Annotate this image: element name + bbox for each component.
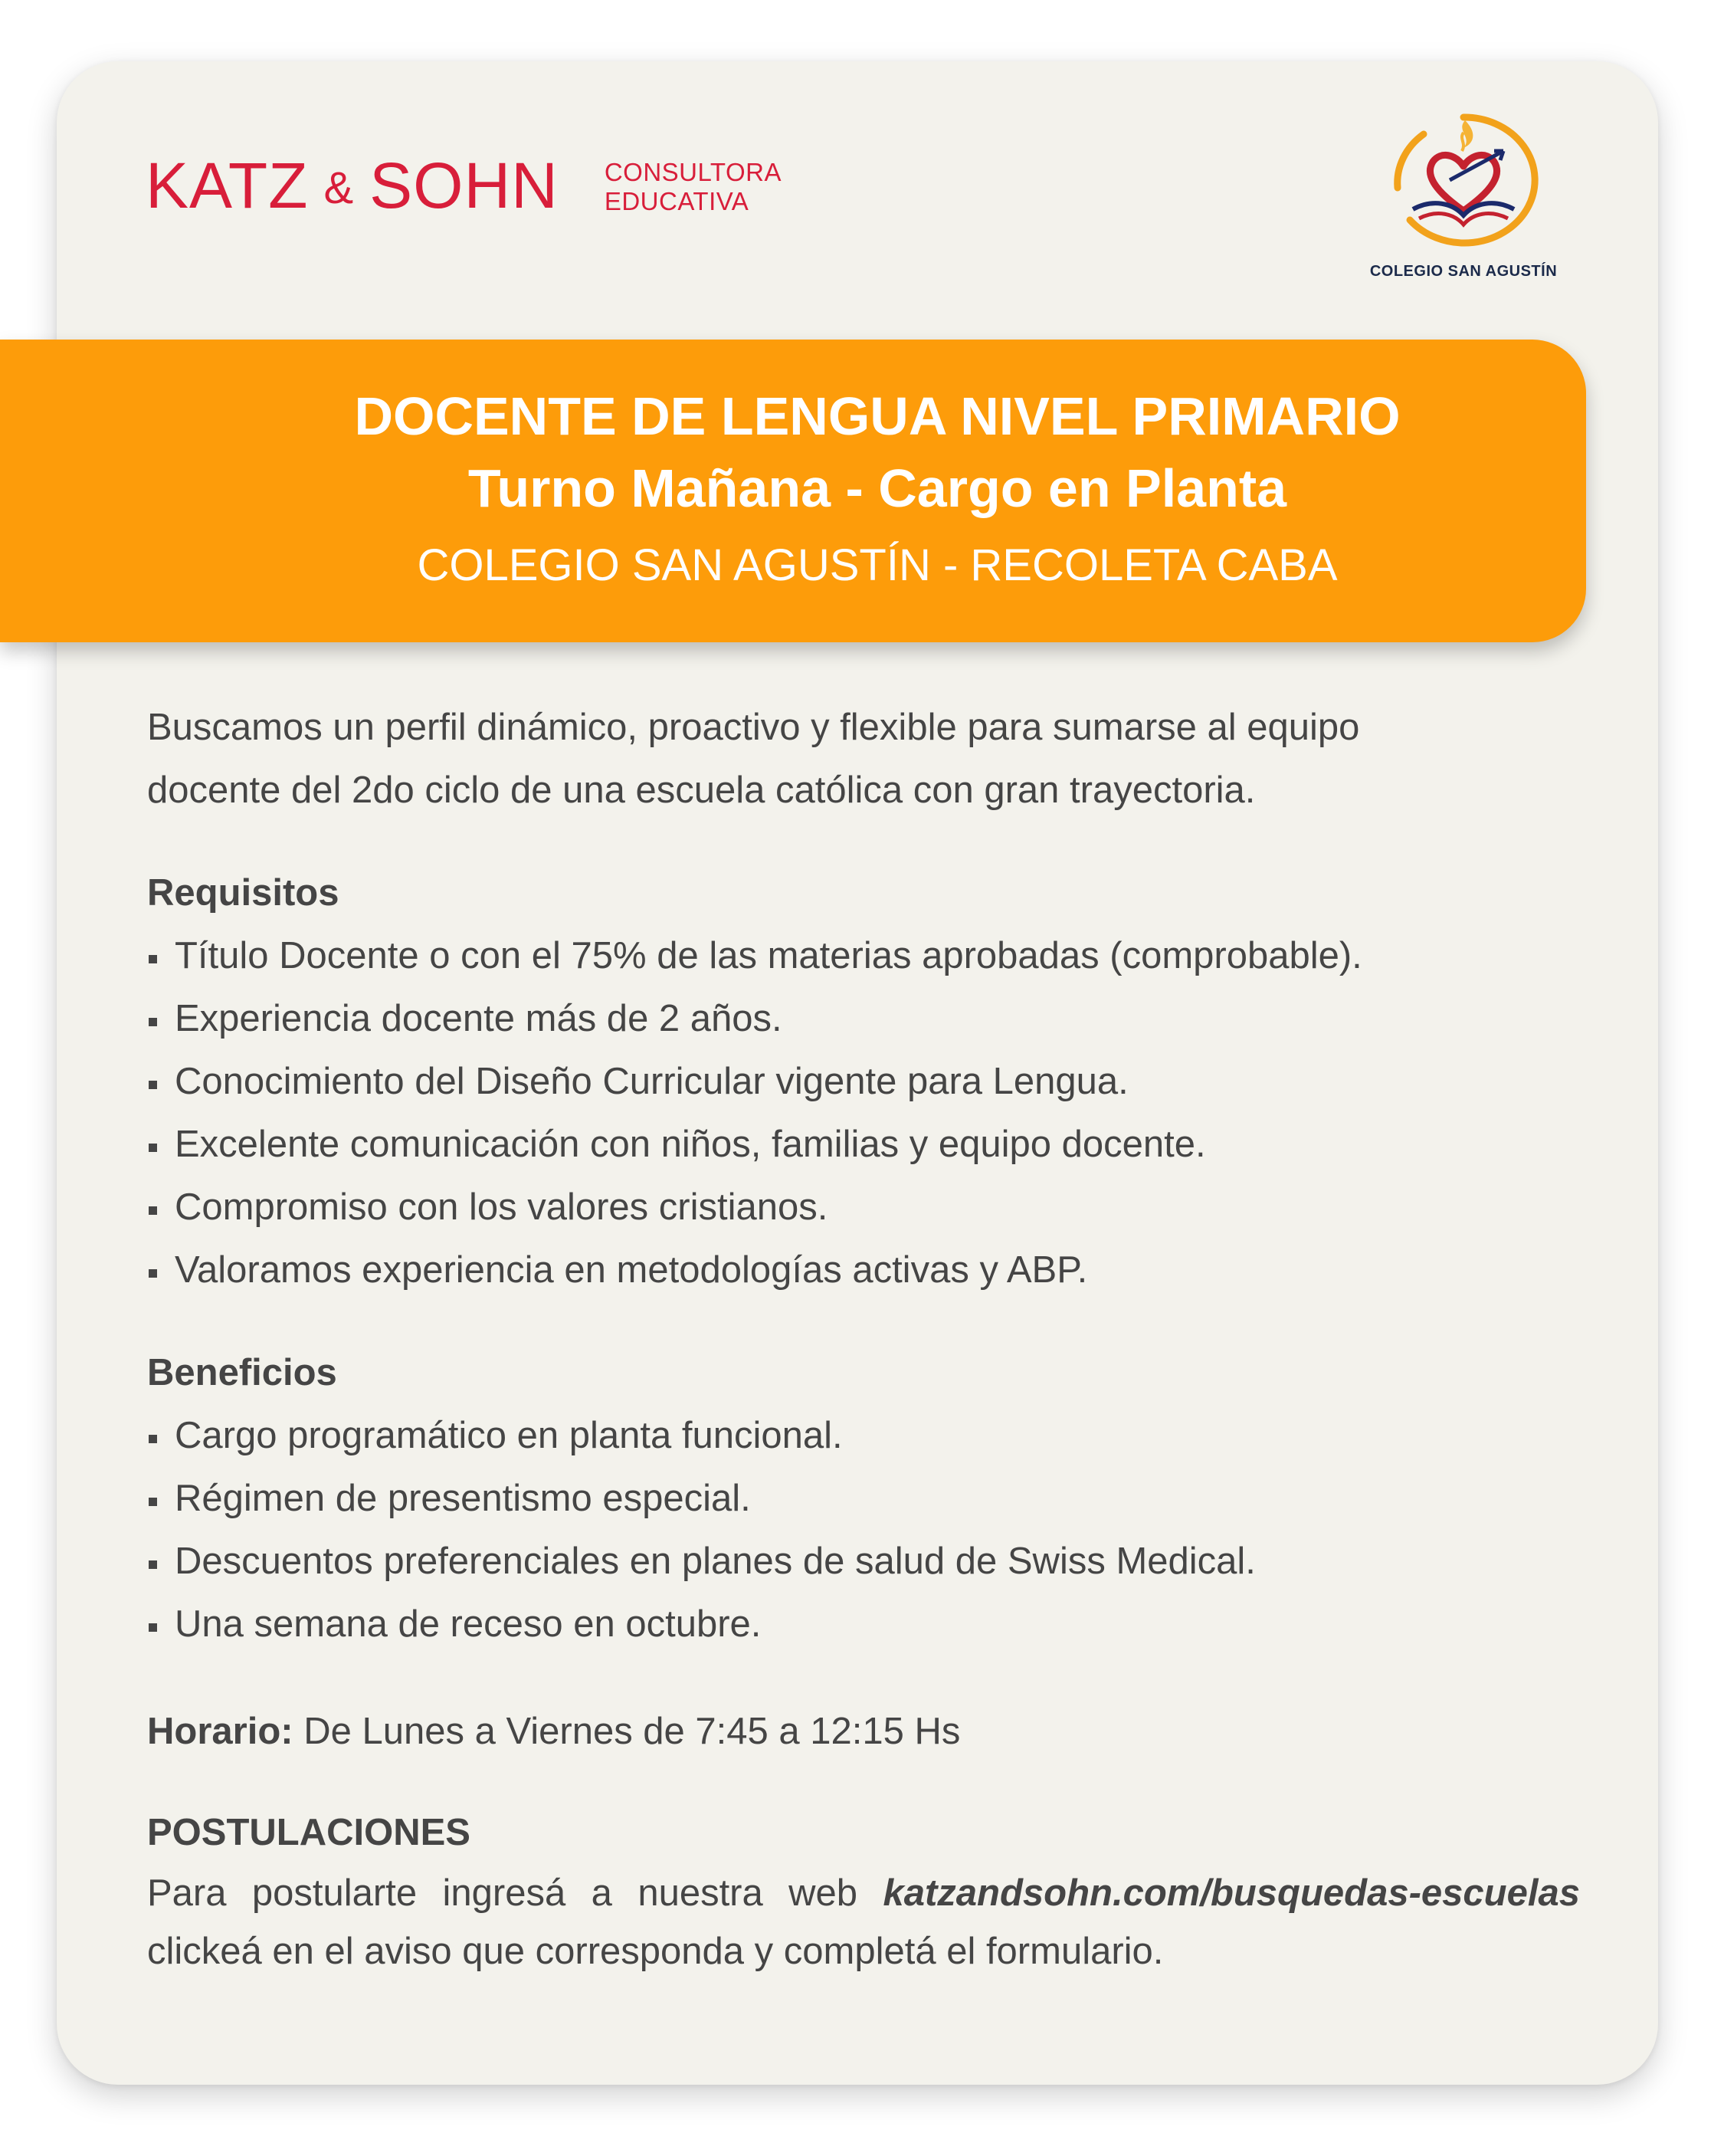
- job-title-banner: [0, 340, 1586, 642]
- intro-line-1: Buscamos un perfil dinámico, proactivo y flexible para sumarse al equipo: [147, 707, 1360, 748]
- applications-text-after: clickeá en el aviso que corresponda y completá el formulario.: [147, 1931, 1164, 1972]
- list-item: Conocimiento del Diseño Curricular vigente para Lengua.: [147, 1050, 1580, 1113]
- brand-tagline: [605, 158, 782, 216]
- brand-name: [146, 149, 559, 222]
- list-item: Experiencia docente más de 2 años.: [147, 987, 1580, 1050]
- benefits-list: [147, 1404, 1580, 1656]
- list-item: Excelente comunicación con niños, familias y equipo docente.: [147, 1113, 1580, 1176]
- applications-title: POSTULACIONES: [147, 1812, 470, 1853]
- intro-paragraph: [147, 696, 1580, 822]
- brand-tagline-line2: EDUCATIVA: [604, 186, 749, 215]
- brand-tagline-line1: CONSULTORA: [604, 158, 782, 186]
- applications-text: [147, 1864, 1580, 1980]
- benefits-section: [147, 1341, 1580, 1656]
- schedule-label: Horario:: [147, 1711, 293, 1752]
- brand-name-ampersand: &: [323, 163, 355, 213]
- list-item: Compromiso con los valores cristianos.: [147, 1176, 1580, 1239]
- job-description: [147, 696, 1580, 1980]
- requirements-section: [147, 861, 1580, 1301]
- applications-section: [147, 1801, 1580, 1980]
- requirements-list: [147, 924, 1580, 1301]
- banner-text: [169, 384, 1586, 592]
- schedule-value: De Lunes a Viernes de 7:45 a 12:15 Hs: [303, 1711, 961, 1752]
- benefits-title: Beneficios: [147, 1352, 337, 1393]
- list-item: Título Docente o con el 75% de las materias aprobadas (comprobable).: [147, 924, 1580, 987]
- list-item: Descuentos preferenciales en planes de salud de Swiss Medical.: [147, 1530, 1580, 1593]
- job-school-location: COLEGIO SAN AGUSTÍN - RECOLETA CABA: [417, 540, 1338, 590]
- applications-text-before: Para postularte ingresá a nuestra web: [147, 1872, 858, 1914]
- school-logo-label: COLEGIO SAN AGUSTÍN: [1369, 263, 1558, 280]
- brand-name-sohn: SOHN: [369, 149, 559, 222]
- list-item: Valoramos experiencia en metodologías activas y ABP.: [147, 1239, 1580, 1301]
- list-item: Cargo programático en planta funcional.: [147, 1404, 1580, 1467]
- job-title: DOCENTE DE LENGUA NIVEL PRIMARIO: [354, 386, 1401, 446]
- list-item: Una semana de receso en octubre.: [147, 1593, 1580, 1656]
- school-logo: [1356, 103, 1571, 281]
- schedule-line: [147, 1700, 1580, 1763]
- applications-website-link[interactable]: katzandsohn.com/busquedas-escuelas: [883, 1872, 1580, 1914]
- brand-name-katz: KATZ: [146, 149, 309, 222]
- katz-sohn-logo: [146, 149, 782, 222]
- list-item: Régimen de presentismo especial.: [147, 1467, 1580, 1530]
- requirements-title: Requisitos: [147, 872, 339, 914]
- heart-book-flame-emblem-icon: [1379, 103, 1548, 249]
- job-subtitle: Turno Mañana - Cargo en Planta: [467, 458, 1287, 518]
- intro-line-2: docente del 2do ciclo de una escuela católica con gran trayectoria.: [147, 770, 1256, 811]
